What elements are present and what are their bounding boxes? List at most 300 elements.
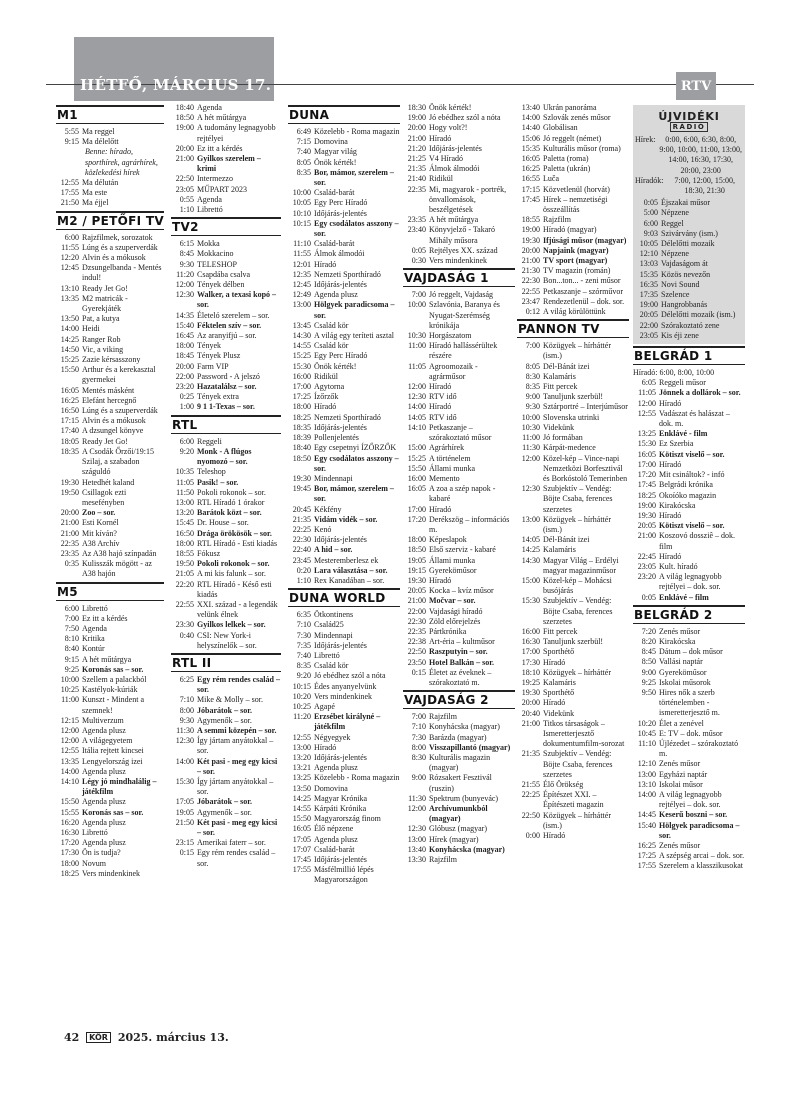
program-row (171, 848, 281, 868)
program-time: 0:15 (179, 848, 194, 858)
program-title: Közel-kép – Mohácsi busójárás (543, 575, 612, 596)
program-time: 11:00 (408, 341, 426, 351)
program-row (171, 351, 281, 361)
program-row (517, 780, 629, 790)
program-row (171, 174, 281, 184)
program-time: 14:35 (175, 310, 194, 320)
program-title: Híradó (magyar) (543, 225, 597, 235)
program-title: Egy csepetnyi ÍZŐRZŐK (314, 443, 397, 453)
program-title: Alvin és a mókusok (82, 416, 146, 426)
program-row (288, 127, 400, 137)
program-title: TV magazin (román) (543, 266, 611, 276)
program-row (288, 545, 400, 555)
program-title: Vic, a viking (82, 344, 124, 354)
program-row (633, 593, 745, 603)
program-time: 23:15 (175, 838, 194, 848)
program-time: 13:40 (521, 103, 540, 112)
program-row (633, 851, 745, 861)
program-row (171, 280, 281, 290)
program-time: 7:40 (296, 147, 311, 157)
program-time: 0:25 (179, 392, 194, 402)
program-title: Ukrán panoráma (543, 103, 597, 112)
program-time: 8:30 (411, 752, 426, 762)
program-row (288, 300, 400, 320)
program-row (56, 644, 164, 654)
bulletin-times (635, 176, 743, 196)
program-row (633, 531, 745, 551)
program-time: 13:00 (407, 834, 426, 844)
program-row (633, 657, 745, 667)
program-row (403, 824, 515, 834)
program-time: 12:30 (175, 736, 194, 746)
program-row (56, 675, 164, 685)
program-title: Hírek (magyar) (429, 834, 479, 844)
program-time: 6:00 (64, 603, 79, 613)
footer (64, 1031, 229, 1044)
program-title: A mi kis falunk – sor. (197, 569, 266, 579)
program-time: 15:50 (60, 365, 79, 375)
program-row (171, 600, 281, 620)
magazine-logo: KÖR (86, 1032, 111, 1043)
program-row (171, 103, 281, 113)
program-title: Kötiszt viselő – sor. (659, 449, 725, 459)
program-title: Kirakócska (659, 500, 696, 510)
program-time: 14:55 (292, 804, 311, 813)
program-title: Kékfény (314, 504, 342, 514)
program-time: 14:30 (521, 555, 540, 565)
program-row (171, 467, 281, 477)
program-time: 23:30 (175, 620, 194, 630)
program-title: Ridikül (314, 371, 339, 381)
program-title: Időjárás-jelentés (314, 640, 367, 650)
program-time: 11:00 (522, 433, 540, 443)
program-title: Agytorna (314, 382, 345, 392)
program-row (403, 331, 515, 341)
program-title: Ma reggel (82, 127, 115, 136)
program-time: 8:00 (179, 705, 194, 715)
program-row (288, 454, 400, 474)
program-time: 11:30 (522, 443, 540, 453)
program-time: 19:05 (175, 807, 194, 817)
channel-heading: DUNA WORLD (288, 588, 400, 607)
program-row (288, 341, 400, 351)
program-row (403, 545, 515, 555)
program-time: 21:00 (60, 528, 79, 538)
program-time: 19:30 (521, 235, 540, 245)
program-title: Pokoli rokonok – sor. (197, 559, 270, 569)
program-title: Család kör (314, 661, 349, 671)
program-time: 13:00 (292, 742, 311, 752)
program-row (56, 416, 164, 426)
program-row (56, 426, 164, 436)
program-row (171, 249, 281, 259)
program-row (403, 773, 515, 793)
program-title: Vajdaságom át (661, 259, 708, 269)
program-time: 5:55 (64, 127, 79, 136)
program-time: 19:30 (637, 510, 656, 520)
program-time: 22:35 (407, 626, 426, 636)
program-row (56, 437, 164, 447)
program-title: Szubjektív – Vendég: Böjte Csaba, ferences szerzetes (543, 749, 613, 779)
program-row (403, 464, 515, 474)
program-title: Ötkontinens (314, 610, 354, 620)
channel-heading: TV2 (171, 217, 281, 236)
program-time: 9:20 (179, 446, 194, 456)
program-row (635, 259, 743, 269)
program-time: 21:55 (521, 780, 540, 789)
program-time: 8:45 (641, 647, 656, 657)
program-time: 0:30 (411, 256, 426, 266)
program-row (633, 470, 745, 480)
program-row (171, 675, 281, 695)
program-row (288, 566, 400, 576)
program-row (288, 249, 400, 259)
program-row (56, 838, 164, 848)
program-row (403, 113, 515, 123)
program-title: Ma délután (82, 178, 119, 188)
program-title: Két pasi - meg egy kicsi – sor. (197, 756, 278, 776)
program-row (288, 620, 400, 630)
program-title: A hét műtárgya (429, 215, 479, 225)
program-time: 13:35 (60, 756, 79, 766)
program-title: Agenda (197, 194, 222, 204)
program-row (517, 811, 629, 831)
program-title: Ízőrzők (314, 392, 339, 402)
program-row (403, 596, 515, 606)
program-time: 18:00 (292, 402, 311, 412)
program-row (517, 545, 629, 555)
program-time: 7:20 (641, 626, 656, 636)
program-time: 18:50 (292, 453, 311, 463)
program-row (517, 576, 629, 596)
program-row (403, 576, 515, 586)
program-title: Mesteremberlesz ek (314, 555, 379, 565)
program-title: Mentés másként (82, 385, 135, 395)
program-time: 18:55 (175, 548, 194, 558)
program-row (56, 127, 164, 137)
program-time: 19:00 (639, 300, 658, 310)
program-time: 14:25 (292, 793, 311, 803)
program-title: Librettó (314, 650, 340, 660)
program-row (517, 154, 629, 164)
program-row (403, 794, 515, 804)
program-row (635, 321, 743, 331)
program-title: Híradó (543, 831, 566, 841)
program-title: Konyhácska (magyar) (429, 844, 505, 854)
program-time: 16:50 (60, 406, 79, 416)
program-title: Agenda (197, 103, 222, 112)
program-title: Petkaszanje – szórművor (543, 286, 623, 296)
program-row (517, 688, 629, 698)
program-time: 7:15 (296, 137, 311, 147)
program-time: 17:30 (60, 848, 79, 858)
program-title: Ready Jet Go! (82, 436, 128, 446)
program-title: Hires nők a szerb történelemben - ismeretterjesztő m. (659, 687, 720, 718)
program-time: 8:05 (525, 361, 540, 371)
program-row (288, 198, 400, 208)
program-title: Család25 (314, 620, 344, 630)
program-row (517, 341, 629, 361)
program-title: Életet az éveknek – szórakoztató m. (429, 667, 492, 687)
program-title: Közelebb - Roma magazin (314, 127, 400, 136)
program-title: Kulturális magazin (magyar) (429, 752, 491, 773)
program-row (403, 423, 515, 443)
program-time: 10:20 (292, 691, 311, 701)
program-row (288, 576, 400, 586)
program-row (403, 535, 515, 545)
program-title: Az aranyifjú – sor. (197, 331, 257, 341)
program-time: 0:20 (296, 565, 311, 575)
program-title: Önök kérték! (314, 157, 357, 167)
program-title: E: TV – dok. műsor (659, 728, 723, 738)
program-title: Így jártam anyátokkal – sor. (197, 736, 274, 756)
program-row (288, 763, 400, 773)
program-row (403, 256, 515, 266)
program-time: 23:45 (292, 555, 311, 565)
program-title: Vers mindenkinek (82, 868, 140, 878)
program-title: Tanuljunk szerbül! (543, 637, 604, 647)
section-label: RTV (676, 72, 716, 100)
program-time: 22:00 (175, 371, 194, 381)
program-title: Képeslapok (429, 535, 467, 545)
program-time: 15:30 (175, 776, 194, 786)
program-row (171, 113, 281, 123)
program-title: Napjaink (magyar) (543, 245, 609, 255)
program-row (171, 447, 281, 467)
program-time: 10:00 (521, 412, 540, 422)
program-row (171, 402, 281, 412)
program-time: 12:45 (292, 280, 311, 290)
program-title: Család-barát (314, 844, 355, 854)
program-title: Család-barát (314, 239, 355, 249)
program-time: 6:15 (179, 239, 194, 249)
program-title: Időjárás-jelentés (314, 752, 367, 762)
program-row (288, 290, 400, 300)
program-title: Könyvjelző - Takaró Mihály műsora (429, 225, 495, 245)
program-row (171, 341, 281, 351)
program-title: Híradó (659, 398, 682, 408)
news-times-value: 0:00, 6:00, 6:30, 8:00, 9:00, 10:00, 11:00, 13:00, 14:00, 16:30, 17:30, 20:00, 23:00 (659, 135, 743, 175)
program-note: Benne: hírado, sporthírek, agrárhírek, közlekedési hírek (85, 147, 158, 177)
program-title: Amerikai faterr – sor. (197, 838, 266, 848)
channel-heading: DUNA (288, 105, 400, 124)
program-title: Agrárhírek (429, 443, 465, 453)
program-row (633, 562, 745, 572)
program-row (517, 307, 629, 317)
program-row (517, 287, 629, 297)
program-time: 22:20 (175, 579, 194, 589)
program-title: RTV idő (429, 412, 457, 422)
program-time: 14:25 (60, 334, 79, 344)
program-title: Mokkacino (197, 249, 234, 259)
program-time: 21:00 (521, 718, 540, 728)
program-title: Koronás sas – sor. (82, 807, 144, 817)
program-title: Keserű boszni – sor. (659, 810, 728, 820)
program-title: Közös nevezőn (661, 269, 711, 279)
program-row (517, 362, 629, 372)
program-time: 18:00 (175, 538, 194, 548)
program-row (56, 294, 164, 314)
program-title: Időjárás-jelentés (429, 143, 482, 153)
program-row (633, 668, 745, 678)
program-title: Csillagok ezti mesefényben (82, 487, 127, 507)
program-title: A tudomány legnagyobb rejtélyei (197, 123, 276, 143)
program-title: Mike & Molly – sor. (197, 695, 264, 705)
program-time: 7:10 (296, 620, 311, 630)
program-row (633, 647, 745, 657)
program-row (403, 392, 515, 402)
program-row (56, 406, 164, 416)
program-row (288, 743, 400, 753)
program-time: 15:25 (407, 453, 426, 463)
program-row (171, 726, 281, 736)
program-time: 12:30 (175, 290, 194, 300)
program-time: 8:00 (411, 742, 426, 752)
program-title: Domovina (314, 137, 348, 147)
program-row (288, 219, 400, 239)
news-times: Híradó: 6:00, 8:00, 10:00 (633, 368, 715, 378)
program-row (517, 443, 629, 453)
program-title: Bor, mámor, szerelem – sor. (314, 484, 394, 504)
program-time: 20:00 (175, 143, 194, 153)
program-title: Walker, a texasi kopó – sor. (197, 290, 277, 310)
program-title: A Csodák Őrzői/19:15 Szilaj, a szabadon száguldó (82, 446, 154, 477)
program-row (633, 552, 745, 562)
program-row (635, 249, 743, 259)
program-row (403, 215, 515, 225)
program-title: Elefánt hercegnő (82, 395, 137, 405)
program-title: Önök kérték! (429, 103, 472, 112)
program-row (517, 719, 629, 750)
program-title: Zoo – sor. (82, 508, 116, 518)
program-title: Hangrobbanás (661, 300, 708, 310)
program-title: A szépség arcai – dok. sor. (659, 851, 745, 861)
program-title: Álmok álmodói (429, 164, 480, 174)
program-title: Közvetlenül (horvát) (543, 184, 610, 194)
program-time: 16:05 (60, 385, 79, 395)
program-title: Agenda plusz (314, 834, 358, 844)
program-title: Kulisszák mögött - az A38 hajón (82, 559, 152, 579)
program-title: Zöld előrejelzés (429, 616, 481, 626)
program-time: 21:20 (407, 143, 426, 153)
program-title: Gyereköműsor (429, 565, 477, 575)
program-time: 8:50 (641, 657, 656, 667)
program-title: Jó reggelt (német) (543, 133, 602, 143)
program-title: Tanuljunk szerbül! (543, 392, 604, 402)
program-title: Lúng és a szuperverdák (82, 406, 158, 416)
program-title: Lara választása – sor. (314, 565, 388, 575)
program-time: 21:00 (407, 596, 426, 606)
program-title: Egy csodálatos asszony – sor. (314, 218, 399, 239)
program-time: 14:40 (521, 123, 540, 133)
program-title: Ön is tudja? (82, 848, 121, 858)
program-time: 22:30 (292, 535, 311, 545)
program-title: Dátum – dok műsor (659, 647, 723, 657)
program-title: Intermezzo (197, 174, 233, 184)
program-row (171, 392, 281, 402)
program-title: Szubjektív – Vendég: Böjte Csaba, ferences szerzetes (543, 484, 613, 514)
program-row (633, 429, 745, 439)
program-row (517, 134, 629, 144)
program-row (635, 270, 743, 280)
program-row (403, 733, 515, 743)
program-row (56, 233, 164, 243)
program-time: 17:45 (637, 480, 656, 490)
program-time: 17:00 (292, 382, 311, 392)
program-row (517, 144, 629, 154)
program-time: 15:40 (637, 820, 656, 830)
program-title: Kenó (314, 524, 332, 534)
program-title: A hét műtárgya (82, 654, 132, 664)
program-row (288, 280, 400, 290)
program-title: Vidám vidék – sor. (314, 514, 378, 524)
program-time: 19:30 (292, 473, 311, 483)
program-row (56, 488, 164, 508)
program-time: 23:47 (521, 296, 540, 306)
program-row (171, 311, 281, 321)
program-title: Rendezetlenül – dok. sor. (543, 296, 625, 306)
program-time: 10:25 (60, 685, 79, 695)
program-title: Két pasi - meg egy kicsi – sor. (197, 817, 278, 837)
program-row (288, 671, 400, 681)
program-time: 9:25 (64, 664, 79, 674)
program-row (633, 378, 745, 388)
program-time: 16:05 (637, 449, 656, 459)
program-time: 14:00 (521, 113, 540, 123)
program-row (56, 518, 164, 528)
program-title: Enklávé - film (659, 429, 708, 439)
program-title: Art-éria – kultműsor (429, 637, 495, 647)
program-title: Tények extra (197, 392, 239, 402)
program-row (403, 647, 515, 657)
program-title: Kunszt - Mindent a szemnek! (82, 695, 144, 715)
channel-heading: M5 (56, 582, 164, 601)
program-row (517, 627, 629, 637)
page-title: HÉTFŐ, MÁRCIUS 17. (80, 76, 272, 94)
program-title: Híradó (543, 698, 566, 708)
program-row (288, 794, 400, 804)
program-title: Koronás sas – sor. (82, 664, 144, 674)
program-time: 22:55 (521, 286, 540, 296)
program-title: Rejtélyes XX. század (429, 245, 498, 255)
ujvideki-logo: ÚJVIDÉKI (658, 110, 720, 123)
program-title: Sporthétő (543, 647, 575, 657)
program-row (56, 665, 164, 675)
program-time: 20:45 (292, 504, 311, 514)
program-title: Glóbusz (magyar) (429, 824, 487, 834)
program-row (56, 137, 164, 147)
program-time: 14:00 (60, 766, 79, 776)
program-row (517, 185, 629, 195)
program-time: 20:05 (407, 586, 426, 596)
program-title: Globálisan (543, 123, 578, 133)
program-row (403, 174, 515, 184)
program-time: 18:00 (175, 341, 194, 351)
program-row (171, 123, 281, 143)
program-title: A hid – sor. (314, 545, 353, 555)
program-title: Ma este (82, 188, 108, 198)
program-title: Erzsébet királyné – játékfilm (314, 712, 381, 732)
program-time: 18:25 (60, 868, 79, 878)
program-time: 13:35 (60, 293, 79, 303)
program-title: Hírek – nemzetiségi összeállítás (543, 194, 608, 215)
program-row (633, 759, 745, 769)
program-time: 22:50 (407, 647, 426, 657)
program-row (171, 144, 281, 154)
program-time: 13:10 (60, 283, 79, 293)
program-title: Videkünk (543, 422, 575, 432)
program-title: Vers mindenkinek (429, 256, 487, 266)
